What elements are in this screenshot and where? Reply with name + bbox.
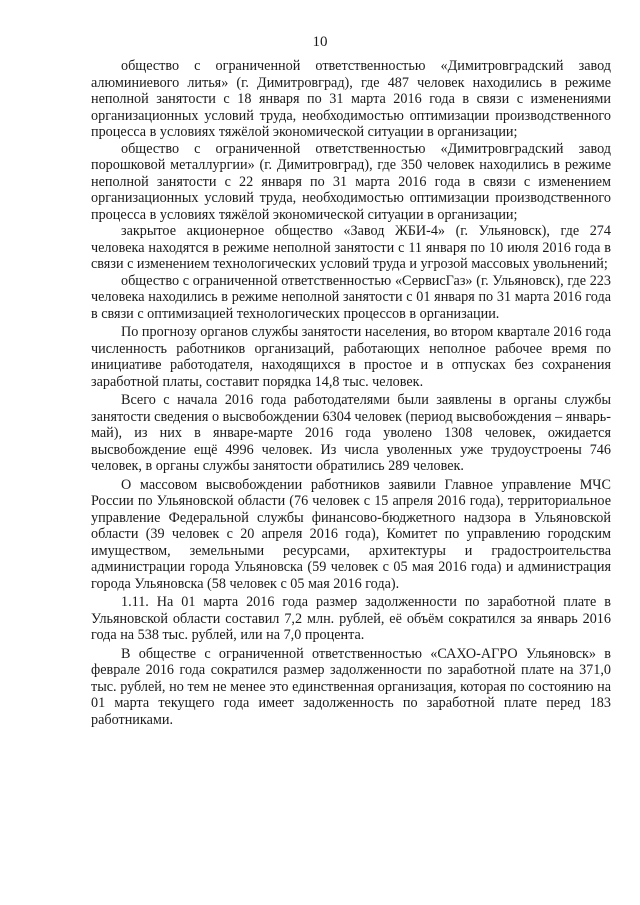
paragraph-dimitrovgrad-aluminium: общество с ограниченной ответственностью «Димитровградский завод алюминиевого литья» (г. Димитровград), где 487 человек находились в режиме неполной занятости с 18 января по 31 марта 2016 года в связи с изменениями организационных условий труда, необходимостью оптимизации производственного процесса в условиях тяжёлой экономической ситуации в организации; bbox=[91, 58, 611, 140]
document-body bbox=[91, 58, 611, 728]
paragraph-zhbi-4: закрытое акционерное общество «Завод ЖБИ-4» (г. Ульяновск), где 274 человека находятся в режиме неполной занятости с 11 января по 10 июля 2016 года в связи с изменением технологических условий труда и угрозой массовых увольнений; bbox=[91, 223, 611, 272]
paragraph-mass-layoffs: О массовом высвобождении работников заявили Главное управление МЧС России по Ульяновской области (76 человек с 15 апреля 2016 года), территориальное управление Федеральной службы финансово-бюджетного надзора в Ульяновской области (39 человек с 20 апреля 2016 года), Комитет по управлению городским имуществом, земельными ресурсами, архитектуры и градостроительства администрации города Ульяновска (59 человек с 05 мая 2016 года) и администрация города Ульяновска (58 человек с 05 мая 2016 года). bbox=[91, 476, 611, 592]
paragraph-dimitrovgrad-powder-metallurgy: общество с ограниченной ответственностью «Димитровградский завод порошковой металлургии» (г. Димитровград), где 350 человек находились в режиме неполной занятости с 22 января по 31 марта 2016 года в связи с изменением организационных условий труда, необходимостью оптимизации производственного процесса в условиях тяжёлой экономической ситуации в организации; bbox=[91, 140, 611, 223]
paragraph-wage-arrears: 1.11. На 01 марта 2016 года размер задолженности по заработной плате в Ульяновской области составил 7,2 млн. рублей, её объём сократился за январь 2016 года на 538 тыс. рублей, или на 7,0 процента. bbox=[91, 594, 611, 643]
paragraph-layoffs-total: Всего с начала 2016 года работодателями были заявлены в органы службы занятости сведения о высвобождении 6304 человек (период высвобождения – январь-май), из них в январе-марте 2016 года уволено 1308 человек, ожидается высвобождение ещё 4996 человек. Из числа уволенных уже трудоустроены 746 человек, в органы службы занятости обратились 289 человек. bbox=[91, 392, 611, 474]
paragraph-forecast: По прогнозу органов службы занятости населения, во втором квартале 2016 года численность работников организаций, работающих неполное рабочее время по инициативе работодателя, находящихся в простое и в отпусках без сохранения заработной платы, составит порядка 14,8 тыс. человек. bbox=[91, 324, 611, 390]
page-number: 10 bbox=[312, 34, 328, 50]
paragraph-servisgaz: общество с ограниченной ответственностью «СервисГаз» (г. Ульяновск), где 223 человека находились в режиме неполной занятости с 01 января по 31 марта 2016 года в связи с оптимизацией технологических процессов в организации. bbox=[91, 272, 611, 322]
paragraph-sakho-agro: В обществе с ограниченной ответственностью «САХО-АГРО Ульяновск» в феврале 2016 года сократился размер задолженности по заработной плате на 371,0 тыс. рублей, но тем не менее это единственная организация, которая по состоянию на 01 марта текущего года имеет задолженность по заработной плате перед 183 работниками. bbox=[91, 645, 611, 728]
